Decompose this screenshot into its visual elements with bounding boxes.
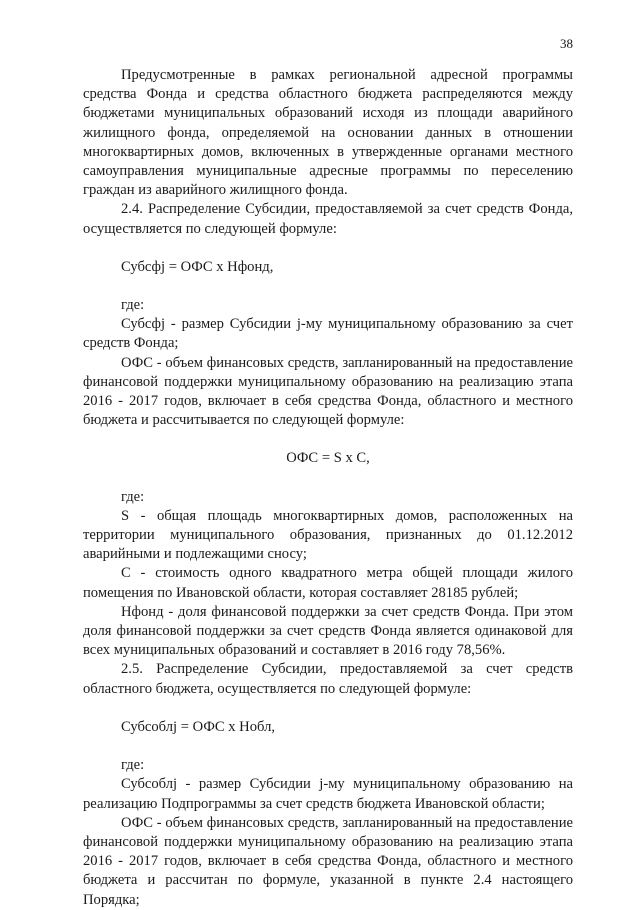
paragraph-2-5: 2.5. Распределение Субсидии, предоставляемой за счет средств областного бюджета, осуществляется по следующей формуле:	[83, 661, 573, 697]
definition-ofs-repeat: ОФС - объем финансовых средств, запланированный на предоставление финансовой поддержки муниципальному образованию на реализацию этапа 2016 - 2017 годов, включает в себя средства Фонда, областного и местного бюджета и рассчитан по формуле, указанной в пункте 2.4 настоящего Порядка;	[83, 814, 573, 908]
definition-s: S - общая площадь многоквартирных домов, расположенных на территории муниципального образования, признанных до 01.12.2012 аварийными и подлежащими сносу;	[83, 507, 573, 563]
definition-subsobl: Субсоблj - размер Субсидии j-му муниципальному образованию на реализацию Подпрограммы за счет средств бюджета Ивановской области;	[83, 776, 573, 812]
definition-c: С - стоимость одного квадратного метра общей площади жилого помещения по Ивановской области, которая составляет 28185 рублей;	[83, 565, 573, 601]
where-label: где:	[121, 488, 145, 505]
where-label: где:	[121, 297, 145, 314]
formula-ofs: ОФС = S х С,	[286, 450, 370, 467]
definition-nfond: Нфонд - доля финансовой поддержки за счет средств Фонда. При этом доля финансовой поддержки за счет средств Фонда является одинаковой для всех муниципальных образований и составляет в 2016 году 78,56%.	[83, 603, 573, 659]
definition-subsf: Субсфj - размер Субсидии j-му муниципальному образованию за счет средств Фонда;	[83, 316, 573, 352]
paragraph-programme-funds: Предусмотренные в рамках региональной адресной программы средства Фонда и средства областного бюджета распределяются между бюджетами муниципальных образований исходя из площади аварийного жилищного фонда, определяемой на основании данных в отношении многоквартирных домов, включенных в утвержденные органами местного самоуправления муниципальные адресные программы по переселению граждан из аварийного жилищного фонда.	[83, 67, 573, 199]
definition-ofs: ОФС - объем финансовых средств, запланированный на предоставление финансовой поддержки муниципальному образованию на реализацию этапа 2016 - 2017 годов, включает в себя средства Фонда, областного и местного бюджета и рассчитывается по следующей формуле:	[83, 354, 573, 429]
formula-subsidy-fund: Субсфj = ОФС х Нфонд,	[121, 258, 274, 275]
formula-subsidy-regional: Субсоблj = ОФС х Нобл,	[121, 718, 276, 735]
where-label: где:	[121, 757, 145, 774]
document-body	[83, 66, 573, 910]
paragraph-2-4: 2.4. Распределение Субсидии, предоставляемой за счет средств Фонда, осуществляется по следующей формуле:	[83, 201, 573, 237]
page-number: 38	[560, 36, 573, 51]
